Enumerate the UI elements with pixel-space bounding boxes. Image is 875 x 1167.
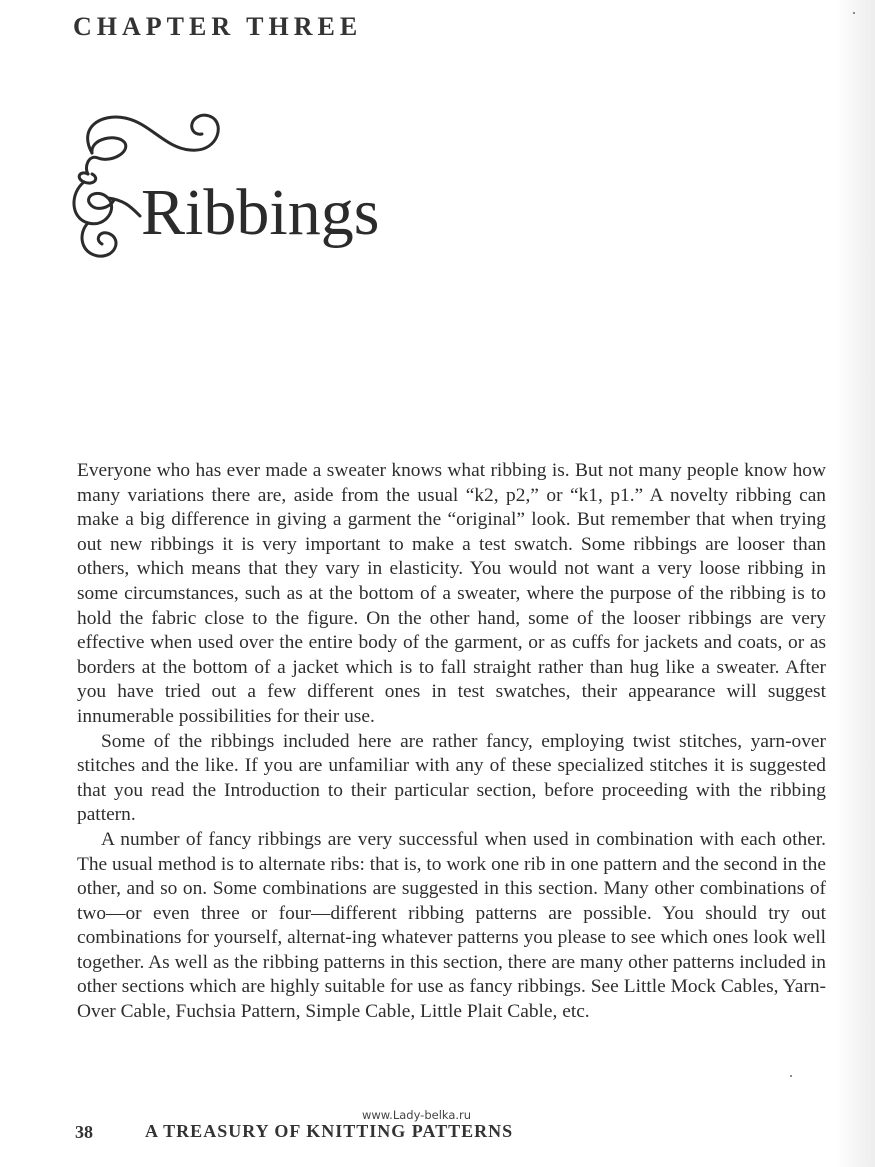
page-number: 38 [75, 1122, 93, 1142]
paragraph: Some of the ribbings included here are rather fancy, employing twist stitches, yarn-over stitches and the like. If you are unfamiliar with any of these specialized stitches it is suggested that you read the Introduction to their particular section, before proceeding with the ribbing pattern. [77, 730, 826, 826]
body-text [77, 459, 826, 1025]
page-edge-shadow [835, 0, 875, 1167]
paragraph: A number of fancy ribbings are very successful when used in combination with each other. The usual method is to alternate ribs: that is, to work one rib in one pattern and the second in the other, and so on. Some combinations are suggested in this section. Many other combinations of two—or even three or four—different ribbing patterns are possible. You should try out combinations for yourself, alternat-ing whatever patterns you please to see which ones look well together. As well as the ribbing patterns in this section, there are many other patterns included in other sections which are highly suitable for use as fancy ribbings. See Little Mock Cables, Yarn-Over Cable, Fuchsia Pattern, Simple Cable, Little Plait Cable, etc. [77, 828, 826, 1023]
print-speck [853, 12, 855, 14]
paragraph: Everyone who has ever made a sweater knows what ribbing is. But not many people know how many variations there are, aside from the usual “k2, p2,” or “k1, p1.” A novelty ribbing can make a big difference in giving a garment the “original” look. But remember that when trying out new ribbings it is very important to make a test swatch. Some ribbings are looser than others, which means that they vary in elasticity. You would not want a very loose ribbing in some circumstances, such as at the bottom of a sweater, where the purpose of the ribbing is to hold the fabric close to the figure. On the other hand, some of the looser ribbings are very effective when used over the entire body of the garment, or as cuffs for jackets and coats, or as borders at the bottom of a jacket which is to fall straight rather than hug like a sweater. After you have tried out a few different ones in test swatches, their appearance will suggest innumerable possibilities for their use. [77, 460, 826, 727]
watermark-url: www.Lady-belka.ru [362, 1108, 472, 1122]
chapter-heading: CHAPTER THREE [73, 12, 363, 41]
chapter-title: Ribbings [141, 176, 380, 249]
running-footer-title: A TREASURY OF KNITTING PATTERNS [145, 1121, 514, 1141]
print-speck [790, 1075, 792, 1077]
